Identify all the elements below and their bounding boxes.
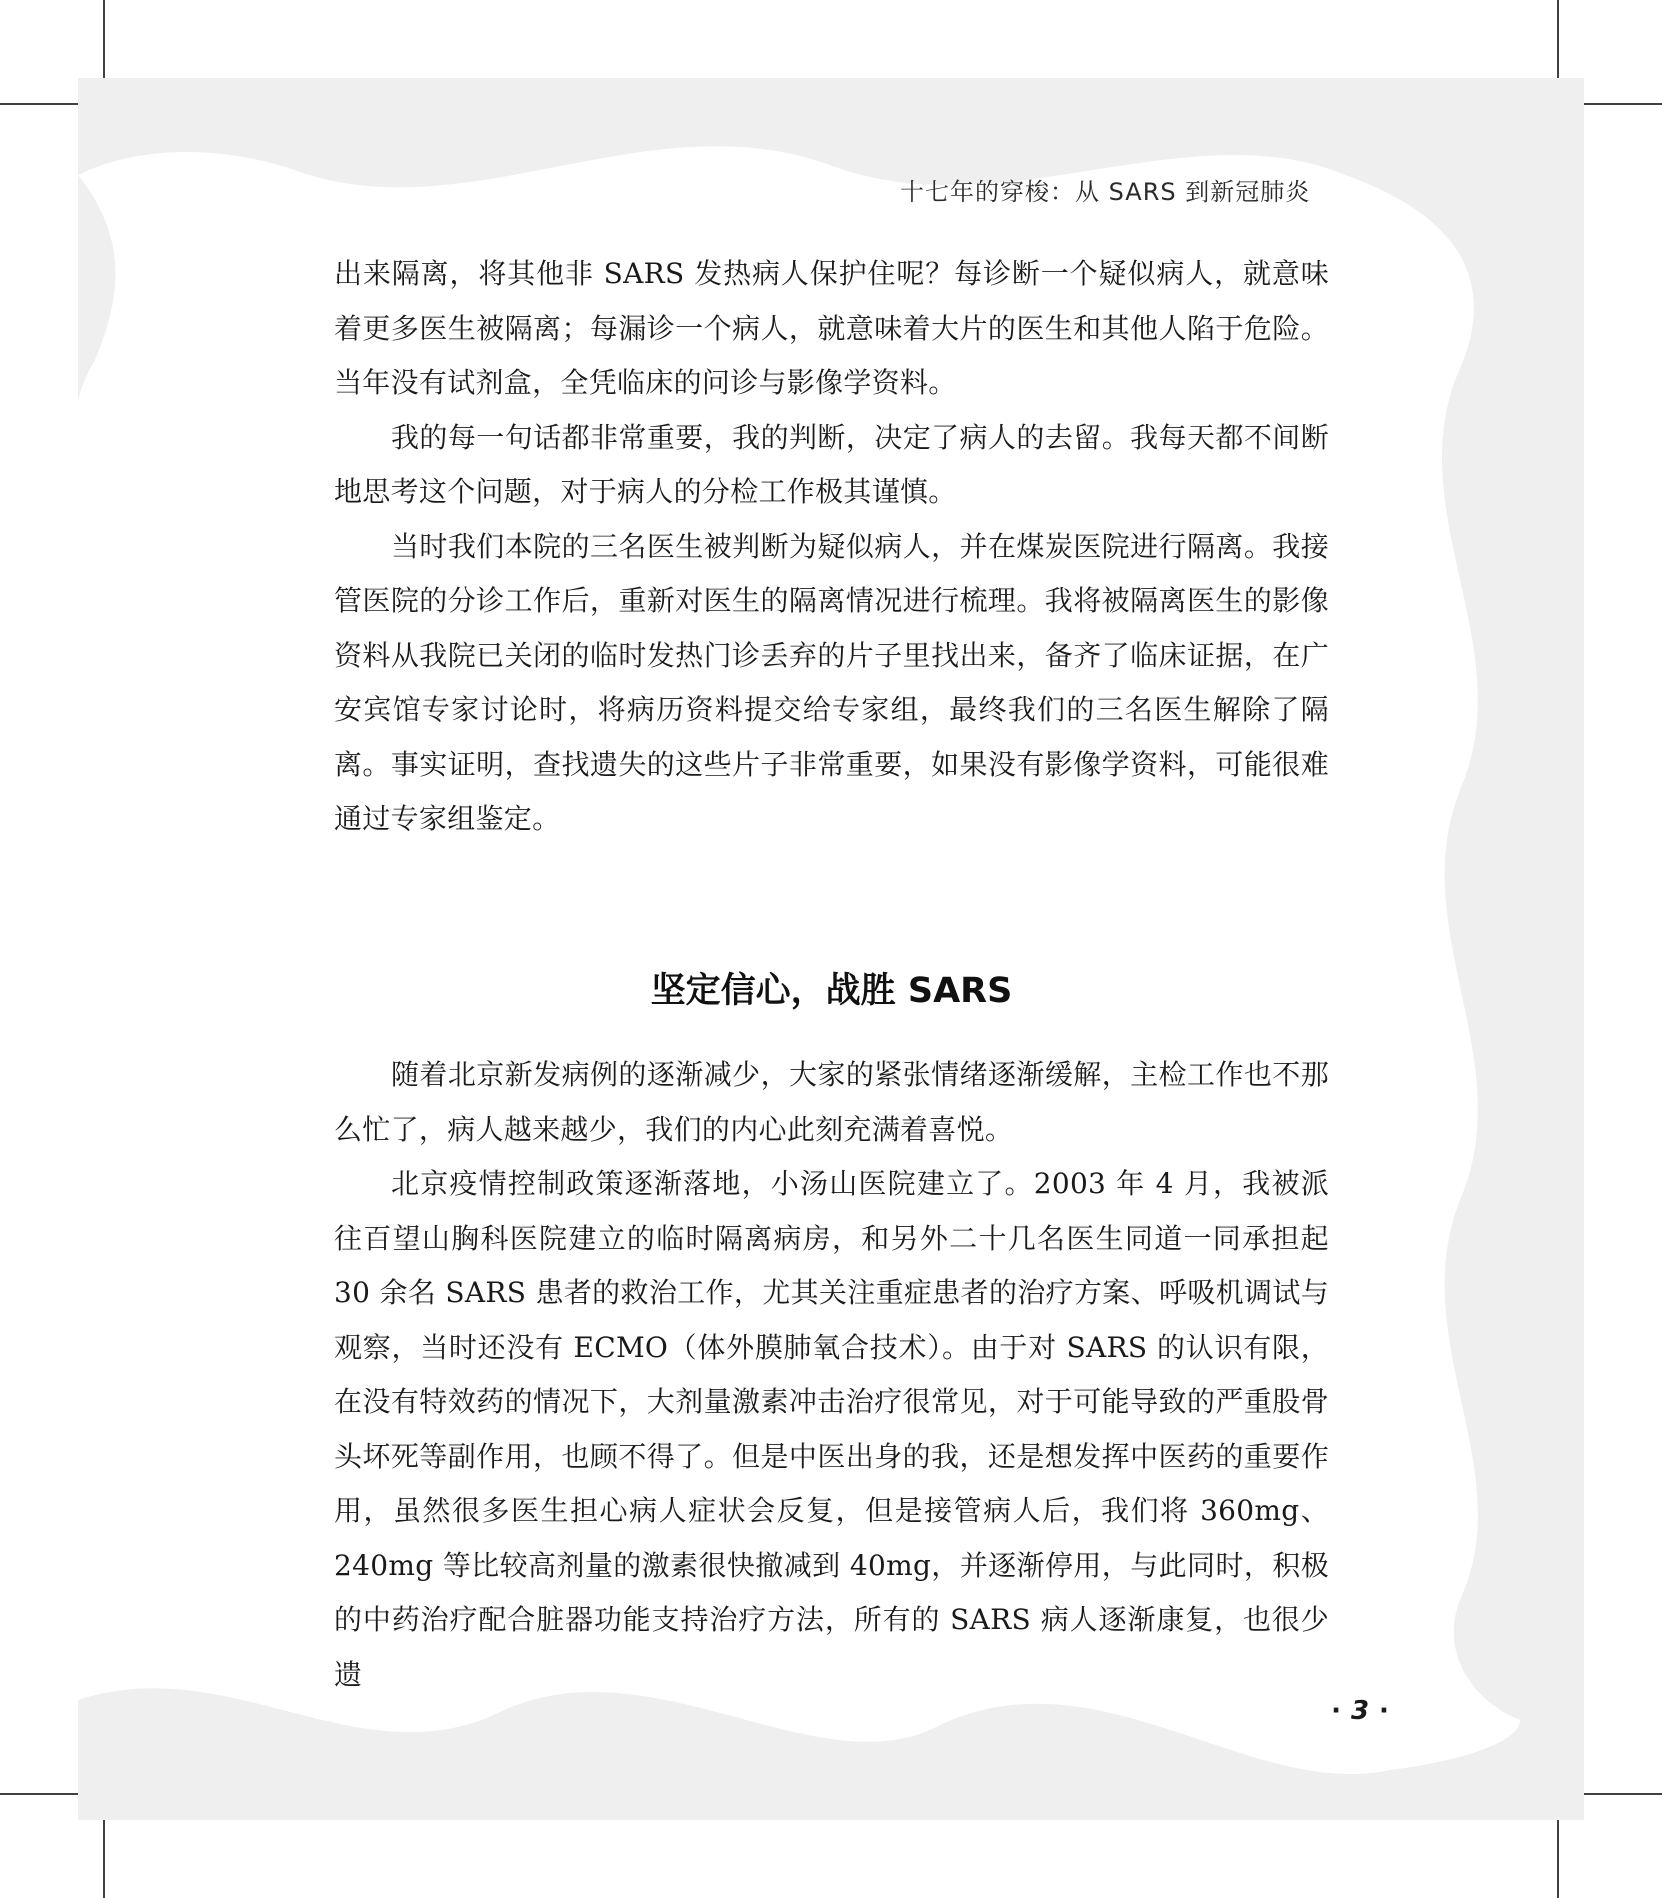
running-header: 十七年的穿梭：从 SARS 到新冠肺炎 (900, 178, 1311, 206)
paragraph: 随着北京新发病例的逐渐减少，大家的紧张情绪逐渐缓解，主检工作也不那么忙了，病人越来越少，我们的内心此刻充满着喜悦。 (334, 1058, 1329, 1146)
page-number-dot-left: · (1331, 1696, 1341, 1726)
page-number-dot-right: · (1379, 1696, 1389, 1726)
paragraph: 北京疫情控制政策逐渐落地，小汤山医院建立了。2003 年 4 月，我被派往百望山胸科医院建立的临时隔离病房，和另外二十几名医生同道一同承担起 30 余名 SARS 患者的救治工作，尤其关注重症患者的治疗方案、呼吸机调试与观察，当时还没有 ECMO（体外膜肺氧合技术）。由于对 SARS 的认识有限，在没有特效药的情况下，大剂量激素冲击治疗很常见，对于可能导致的严重股骨头坏死等副作用，也顾不得了。但是中医出身的我，还是想发挥中医药的重要作用，虽然很多医生担心病人症状会反复，但是接管病人后，我们将 360mg、240mg 等比较高剂量的激素很快撤减到 40mg，并逐渐停用，与此同时，积极的中药治疗配合脏器功能支持治疗方法，所有的 SARS 病人逐渐康复，也很少遗 (334, 1167, 1329, 1691)
body-text-bottom (334, 1048, 1329, 1702)
paragraph-continued: 出来隔离，将其他非 SARS 发热病人保护住呢？每诊断一个疑似病人，就意味着更多医生被隔离；每漏诊一个病人，就意味着大片的医生和其他人陷于危险。当年没有试剂盒，全凭临床的问诊与影像学资料。 (334, 257, 1329, 399)
body-text-top (334, 247, 1329, 847)
paragraph: 我的每一句话都非常重要，我的判断，决定了病人的去留。我每天都不间断地思考这个问题，对于病人的分检工作极其谨慎。 (334, 420, 1329, 508)
page-number (1290, 1696, 1430, 1726)
page-number-value: 3 (1350, 1696, 1370, 1726)
section-heading: 坚定信心，战胜 SARS (650, 971, 1013, 1011)
paragraph: 当时我们本院的三名医生被判断为疑似病人，并在煤炭医院进行隔离。我接管医院的分诊工作后，重新对医生的隔离情况进行梳理。我将被隔离医生的影像资料从我院已关闭的临时发热门诊丢弃的片子里找出来，备齐了临床证据，在广安宾馆专家讨论时，将病历资料提交给专家组，最终我们的三名医生解除了隔离。事实证明，查找遗失的这些片子非常重要，如果没有影像学资料，可能很难通过专家组鉴定。 (334, 529, 1329, 835)
